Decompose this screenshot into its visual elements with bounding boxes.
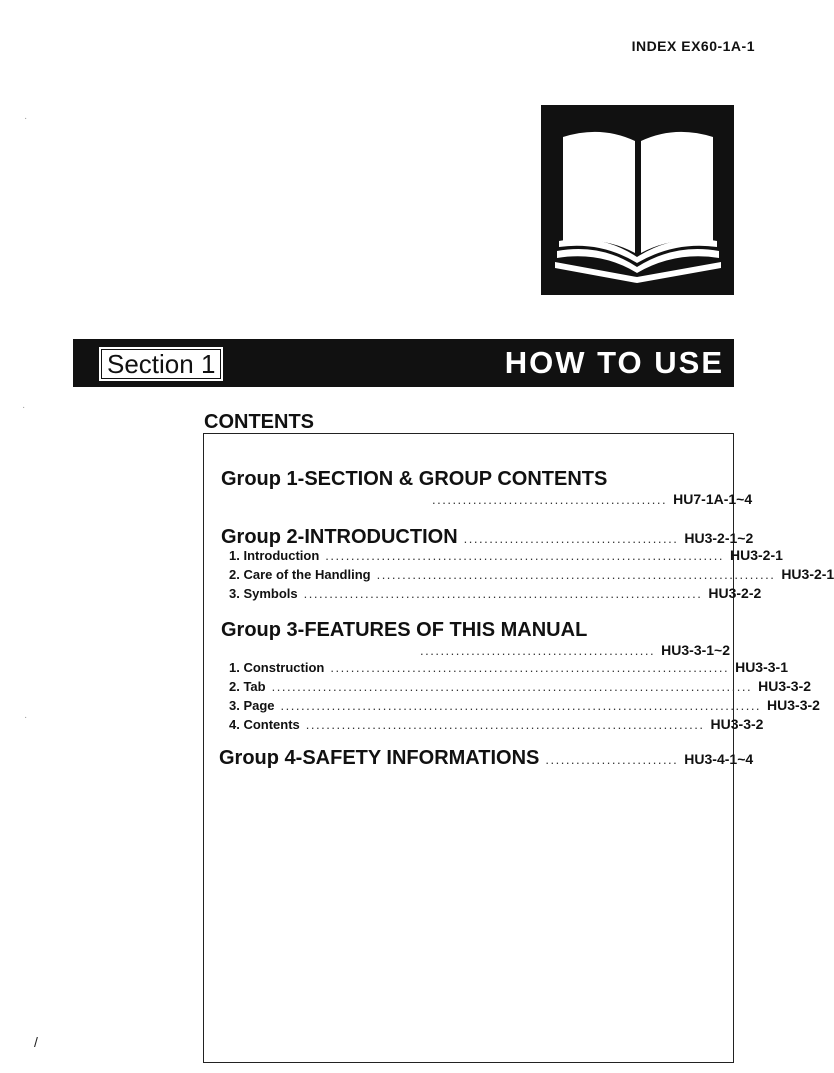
item-label: 2. Tab xyxy=(229,679,266,694)
leader-dots: .............................................. xyxy=(432,492,668,507)
group-ref: HU7-1A-1~4 xyxy=(673,491,753,507)
section-title: HOW TO USE xyxy=(504,345,724,380)
group-1-ref-row xyxy=(426,491,753,507)
leader-dots: .............................................................................. xyxy=(330,660,730,675)
group-2-title-row xyxy=(221,526,754,549)
leader-dots: .............................................................................. xyxy=(376,567,776,582)
leader-dots: .......................... xyxy=(545,752,679,767)
leader-dots: .............................................................................................. xyxy=(280,698,762,713)
item-label: 3. Symbols xyxy=(229,586,298,601)
contents-heading: CONTENTS xyxy=(204,411,314,433)
list-item xyxy=(229,566,834,582)
list-item xyxy=(229,659,788,675)
list-item xyxy=(229,678,812,694)
group-3-title-row xyxy=(221,619,587,642)
page-index-label: INDEX EX60-1A-1 xyxy=(631,38,755,54)
list-item xyxy=(229,547,783,563)
margin-speck: · xyxy=(24,113,28,124)
group-title: Group 1-SECTION & GROUP CONTENTS xyxy=(221,468,608,490)
group-ref: HU3-3-1~2 xyxy=(661,642,731,658)
item-ref: HU3-3-2 xyxy=(710,716,764,732)
item-ref: HU3-2-2 xyxy=(708,585,762,601)
item-label: 1. Construction xyxy=(229,660,325,675)
group-ref: HU3-2-1~2 xyxy=(684,530,754,546)
section-number-label: Section 1 xyxy=(99,347,223,381)
list-item xyxy=(229,585,762,601)
leader-dots: .............................................................................. xyxy=(305,717,705,732)
section-banner xyxy=(73,339,734,387)
list-item xyxy=(229,716,764,732)
group-ref: HU3-4-1~4 xyxy=(684,751,754,767)
item-label: 4. Contents xyxy=(229,717,300,732)
item-ref: HU3-3-1 xyxy=(735,659,788,675)
item-ref: HU3-3-2 xyxy=(767,697,820,713)
leader-dots: .............................................. xyxy=(420,643,656,658)
margin-speck: · xyxy=(22,402,26,413)
margin-speck: · xyxy=(24,712,28,723)
item-ref: HU3-2-1 xyxy=(730,547,783,563)
leader-dots: .......................................... xyxy=(463,531,679,546)
item-ref: HU3-2-1 xyxy=(781,566,834,582)
open-book-graphic xyxy=(541,105,734,295)
leader-dots: .............................................................................................. xyxy=(271,679,753,694)
item-ref: HU3-3-2 xyxy=(758,678,812,694)
leader-dots: .............................................................................. xyxy=(325,548,725,563)
open-book-icon xyxy=(541,105,734,295)
group-1-title-row xyxy=(221,468,607,491)
margin-slash-mark: / xyxy=(34,1034,38,1050)
group-4-title-row xyxy=(219,747,754,770)
group-3-ref-row xyxy=(414,642,731,658)
group-title: Group 2-INTRODUCTION xyxy=(221,526,458,548)
group-title: Group 4-SAFETY INFORMATIONS xyxy=(219,747,540,769)
list-item xyxy=(229,697,820,713)
group-title: Group 3-FEATURES OF THIS MANUAL xyxy=(221,619,588,641)
leader-dots: .............................................................................. xyxy=(303,586,703,601)
item-label: 1. Introduction xyxy=(229,548,320,563)
item-label: 3. Page xyxy=(229,698,275,713)
item-label: 2. Care of the Handling xyxy=(229,567,371,582)
contents-box xyxy=(203,433,834,1063)
